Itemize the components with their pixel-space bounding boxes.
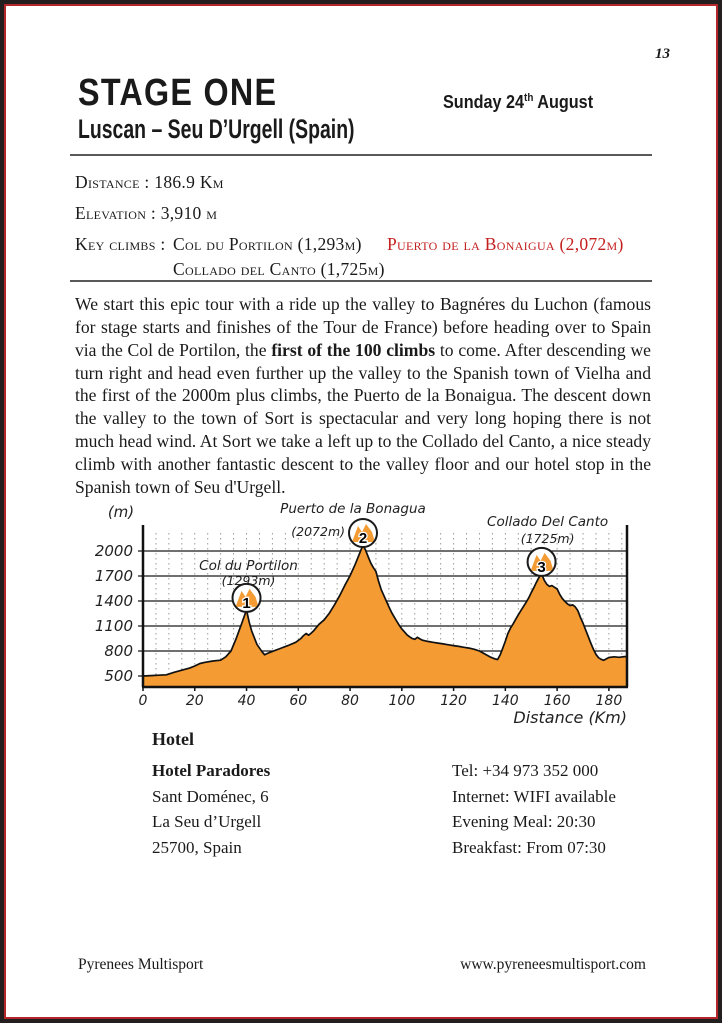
climb-marker: [280, 501, 426, 547]
hotel-phone: Tel: +34 973 352 000: [452, 761, 599, 780]
stage-date: [443, 92, 593, 113]
climb-marker: [487, 514, 608, 576]
x-tick-label: 60: [289, 693, 308, 709]
climb-number: 2: [358, 530, 368, 547]
date-month: August: [533, 92, 594, 112]
key-climbs-list: [173, 234, 387, 284]
distance-value: 186.9 Km: [154, 172, 224, 192]
hotel-name: Hotel Paradores: [152, 761, 271, 780]
x-tick-label: 20: [185, 693, 204, 709]
hotel-address-line: 25700, Spain: [152, 837, 242, 857]
elevation-profile-svg: [85, 495, 645, 735]
elevation-line: [75, 203, 217, 224]
climb-number: 3: [537, 558, 546, 576]
elevation-value: 3,910 m: [160, 203, 218, 223]
page: [4, 4, 718, 1019]
climb-elevation-label: (1293m): [221, 572, 276, 588]
footer-company: Pyrenees Multisport: [78, 956, 204, 973]
climb-elevation-label: (1725m): [520, 530, 575, 546]
climb-marker: [199, 558, 298, 612]
x-tick-label: 120: [440, 693, 467, 709]
hotel-section: [152, 729, 616, 860]
x-tick-label: 160: [543, 693, 571, 709]
description-text-2: to come. After descending we turn right and head even further up the valley to the Spanish town of Vielha and the first of the 2000m plus climbs, the Puerto de la Bonaigua. The descent down the valley to the town of Sort is spectacular and very long hoping there is not much head wind. At Sort we take a left up to the Collado del Canto, a nice steady climb with another fantastic descent to the valley floor and our hotel stop in the Spanish town of Seu d'Urgell.: [75, 339, 651, 497]
key-climb-2: Collado del Canto (1,725m): [173, 259, 385, 279]
page-number: 13: [655, 46, 670, 62]
climb-number: 1: [242, 594, 251, 612]
description-bold-phrase: first of the 100 climbs: [271, 339, 436, 360]
y-tick-label: 800: [104, 642, 133, 660]
elevation-label: Elevation :: [75, 203, 157, 223]
stage-title: STAGE ONE: [78, 72, 278, 114]
x-axis-label: Distance (Km): [513, 708, 627, 727]
y-tick-label: 500: [104, 667, 133, 685]
key-climbs-label: Key climbs :: [75, 234, 166, 254]
climb-name-label: Puerto de la Bonagua: [280, 501, 426, 517]
hotel-internet: Internet: WIFI available: [452, 786, 616, 806]
stage-description: [75, 293, 651, 499]
y-tick-label: 1700: [94, 567, 133, 585]
hotel-heading: Hotel: [152, 729, 194, 749]
key-climbs-row: [75, 234, 624, 284]
key-climb-highlight: Puerto de la Bonaigua (2,072m): [387, 234, 624, 254]
climb-name-label: Collado Del Canto: [487, 513, 609, 530]
hotel-address-line: Sant Doménec, 6: [152, 786, 269, 806]
x-tick-label: 0: [138, 693, 148, 709]
hotel-details-block: [452, 758, 616, 860]
hotel-breakfast: Breakfast: From 07:30: [452, 837, 606, 857]
divider-info: [70, 280, 652, 282]
description-text-1: We start this epic tour with a ride up the valley to Bagnéres du Luchon (famous for stage starts and finishes of the Tour de France) before heading over to Spain via the Col de Portilon, the: [75, 294, 651, 360]
date-ordinal-suffix: th: [524, 92, 534, 104]
x-tick-label: 140: [491, 693, 519, 709]
x-tick-label: 80: [341, 693, 359, 709]
x-tick-label: 180: [595, 693, 623, 709]
y-tick-label: 1400: [94, 592, 133, 610]
date-day: Sunday 24: [443, 92, 525, 112]
distance-line: [75, 172, 224, 193]
hotel-evening-meal: Evening Meal: 20:30: [452, 812, 596, 831]
divider-top: [70, 154, 652, 156]
x-tick-label: 100: [388, 693, 416, 709]
elevation-profile-chart: [85, 495, 645, 735]
climb-elevation-label: (2072m): [291, 524, 345, 539]
footer-website: www.pyreneesmultisport.com: [460, 956, 646, 973]
hotel-address-block: [152, 758, 452, 860]
stage-route-subtitle: Luscan – Seu D’Urgell (Spain): [78, 114, 355, 144]
hotel-address-line: La Seu d’Urgell: [152, 812, 262, 831]
key-climb-1: Col du Portilon (1,293m): [173, 234, 362, 254]
climb-name-label: Col du Portilon: [199, 557, 298, 574]
y-tick-label: 2000: [94, 542, 133, 560]
y-tick-label: 1100: [94, 617, 133, 635]
y-axis-label: (m): [107, 503, 135, 521]
x-tick-label: 40: [237, 693, 256, 709]
distance-label: Distance :: [75, 172, 150, 192]
